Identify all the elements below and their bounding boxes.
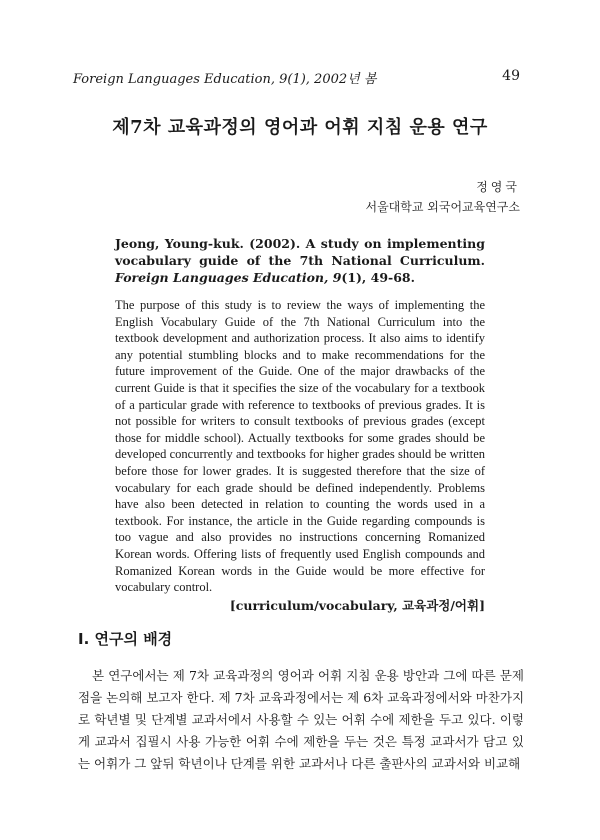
page-number: 49 xyxy=(502,68,520,84)
author-name: 정영국 xyxy=(476,180,520,194)
abstract: The purpose of this study is to review the ways of implementing the English Vocabulary Guide of the 7th National Curriculum into the textbook development and authorization process. It also aims to identify any potential stumbling blocks and to make recommendations for the future improvement of the Guide. One of the major drawbacks of the current Guide is that it specifies the size of the vocabulary for a textbook of a particular grade with reference to textbooks of previous grades. It is not possible for writers to consult textbooks of previous grades (except those for middle school). Actually textbooks for some grades should be developed concurrently and textbooks for higher grades should be written before those for lower grades. It is suggested therefore that the size of vocabulary for each grade should be defined independently. Problems have also been detected in relation to counting the words used in a textbook. For instance, the article in the Guide regarding compounds is too vague and also provides no instructions concerning Romanized Korean words. Offering lists of frequently used English compounds and Romanized Korean words in the Guide would be more effective for vocabulary control. xyxy=(115,298,485,595)
citation xyxy=(115,235,485,286)
citation-main: Jeong, Young-kuk. (2002). A study on implementing vocabulary guide of the 7th National Curriculum. xyxy=(115,236,485,268)
keywords: [curriculum/vocabulary, 교육과정/어휘] xyxy=(229,598,485,613)
section-heading: I. 연구의 배경 xyxy=(78,630,173,648)
author-affiliation: 서울대학교 외국어교육연구소 xyxy=(365,200,520,214)
paper-title: 제7차 교육과정의 영어과 어휘 지침 운용 연구 xyxy=(112,117,488,138)
section-body: 본 연구에서는 제 7차 교육과정의 영어과 어휘 지침 운용 방안과 그에 따른 문제점을 논의해 보고자 한다. 제 7차 교육과정에서는 제 6차 교육과정에서와 마찬가지로 학년별 및 단계별 교과서에서 사용할 수 있는 어휘 수에 제한을 두고 있다. 이렇게 교과서 집필시 사용 가능한 어휘 수에 제한을 두는 것은 특정 교과서가 담고 있는 어휘가 그 앞뒤 학년이나 단계를 위한 교과서나 다른 출판사의 교과서와 비교해 xyxy=(78,668,525,771)
citation-journal: Foreign Languages Education, 9 xyxy=(115,270,342,285)
running-head: Foreign Languages Education, 9(1), 2002년 봄 xyxy=(73,72,377,87)
citation-tail: (1), 49-68. xyxy=(341,270,415,285)
